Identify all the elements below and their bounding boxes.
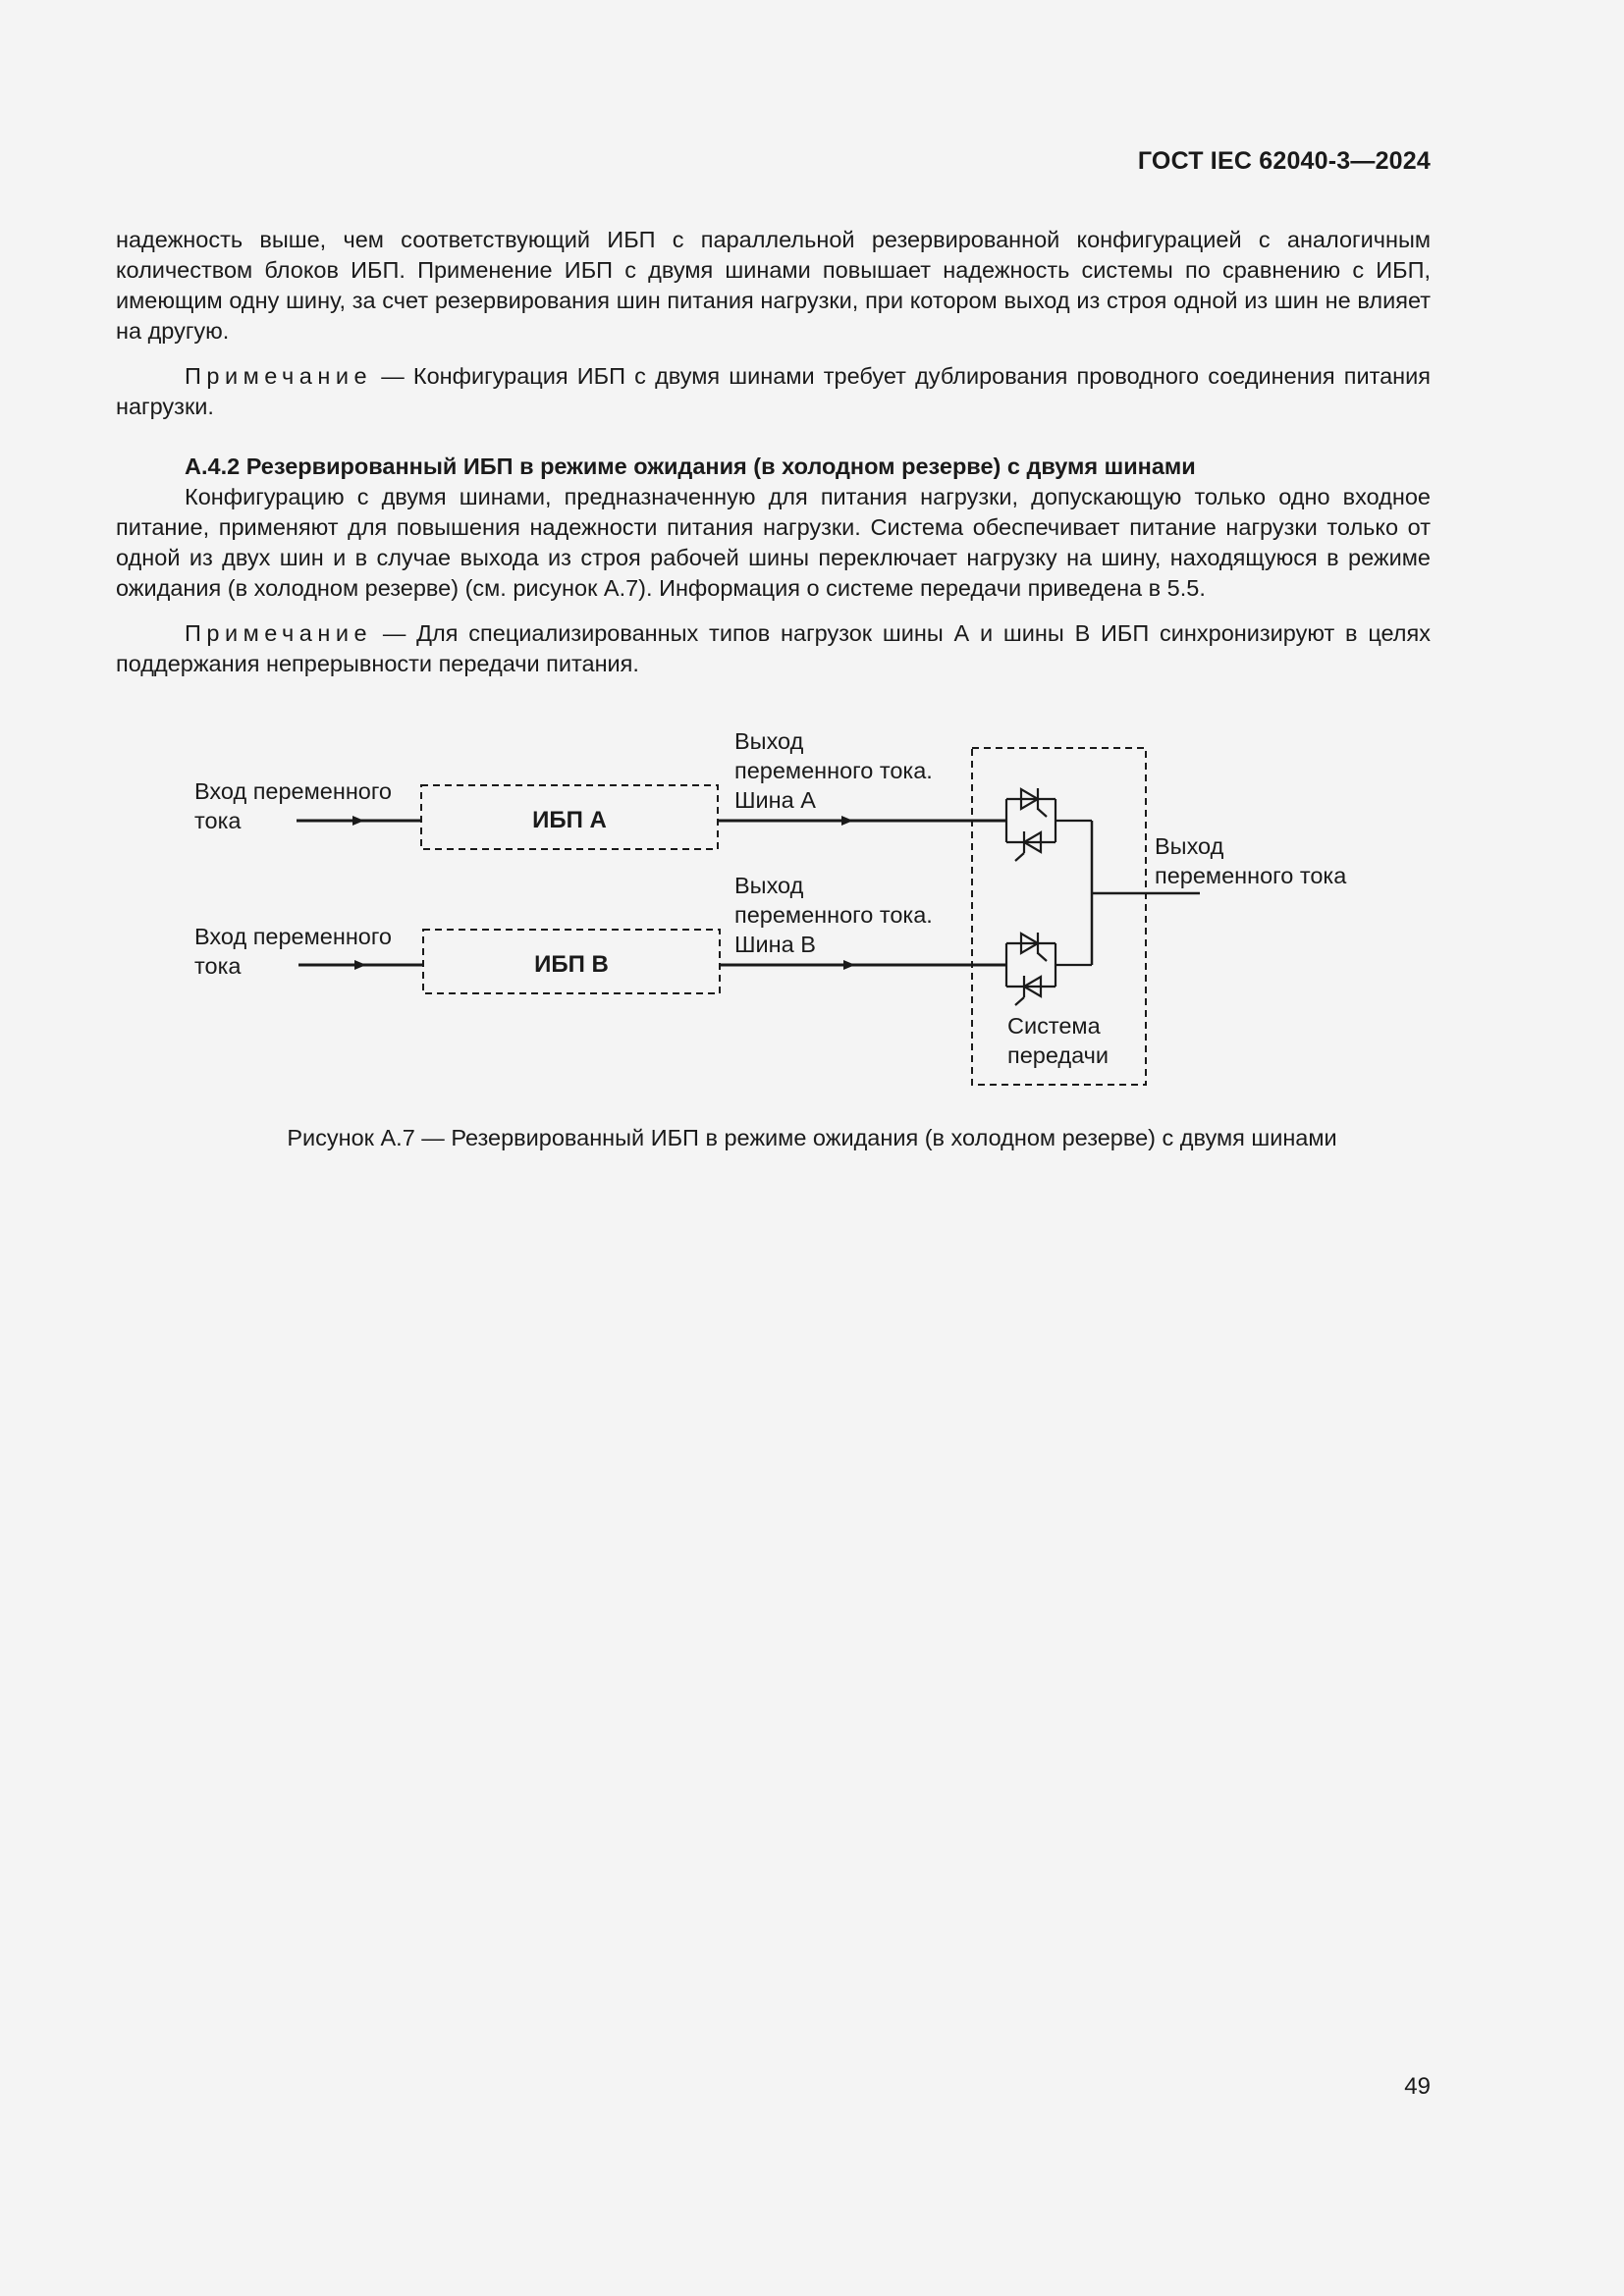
transfer-system-label-line2: передачи bbox=[1007, 1042, 1110, 1068]
note-1-text: — Конфигурация ИБП с двумя шинами требует дублирования проводного соединения питания нагрузки. bbox=[116, 363, 1431, 419]
input-a-label-line1: Вход переменного bbox=[194, 778, 393, 804]
paragraph-1: надежность выше, чем соответствующий ИБП с параллельной резервированной конфигурацией с аналогичным количеством блоков ИБП. Применение ИБП с двумя шинами повышает надежность системы по сравнению с ИБП, имеющим одну шину, за счет резервирования шин питания нагрузки, при котором выход из строя одной из шин не влияет на другую. bbox=[116, 227, 1431, 344]
page-number: 49 bbox=[1404, 2073, 1431, 2100]
note-2-text: — Для специализированных типов нагрузок шины А и шины В ИБП синхронизируют в целях поддержания непрерывности передачи питания. bbox=[116, 620, 1431, 676]
dual-bus-diagram bbox=[0, 717, 1624, 1109]
section-block bbox=[116, 452, 1431, 679]
input-b-label-line2: тока bbox=[194, 953, 242, 979]
section-heading: А.4.2 Резервированный ИБП в режиме ожидания (в холодном резерве) с двумя шинами bbox=[185, 454, 1196, 479]
thyristor-pair-a-icon bbox=[1006, 788, 1092, 861]
output-b-label-line2: переменного тока. bbox=[734, 902, 933, 928]
output-b-label-line3: Шина В bbox=[734, 932, 816, 957]
transfer-system-label-line1: Система bbox=[1007, 1013, 1101, 1039]
input-b-label-line1: Вход переменного bbox=[194, 924, 393, 949]
final-output-label-line2: переменного тока bbox=[1155, 863, 1347, 888]
note-1-label: Примечание bbox=[185, 363, 373, 389]
note-2 bbox=[116, 618, 1431, 679]
note-2-label: Примечание bbox=[185, 620, 373, 646]
ups-a-label: ИБП А bbox=[532, 807, 607, 833]
paragraph-2: Конфигурацию с двумя шинами, предназначенную для питания нагрузки, допускающую только одно входное питание, применяют для повышения надежности питания нагрузки. Система обеспечивает питание нагрузки только от одной из двух шин и в случае выхода из строя рабочей шины переключает нагрузку на шину, находящуюся в режиме ожидания (в холодном резерве) (см. рисунок А.7). Информация о системе передачи приведена в 5.5. bbox=[116, 484, 1431, 601]
body-text-block bbox=[116, 225, 1431, 422]
thyristor-pair-b-icon bbox=[1006, 933, 1092, 1005]
document-header: ГОСТ IEC 62040-3—2024 bbox=[1137, 147, 1431, 175]
ups-b-label: ИБП В bbox=[534, 951, 609, 978]
output-a-label-line3: Шина А bbox=[734, 787, 816, 813]
input-a-label-line2: тока bbox=[194, 808, 242, 833]
note-1 bbox=[116, 361, 1431, 422]
final-output-label-line1: Выход bbox=[1155, 833, 1224, 859]
output-b-label-line1: Выход bbox=[734, 873, 804, 898]
output-a-label-line1: Выход bbox=[734, 728, 804, 754]
figure-caption: Рисунок А.7 — Резервированный ИБП в режиме ожидания (в холодном резерве) с двумя шинами bbox=[287, 1125, 1337, 1150]
output-a-label-line2: переменного тока. bbox=[734, 758, 933, 783]
